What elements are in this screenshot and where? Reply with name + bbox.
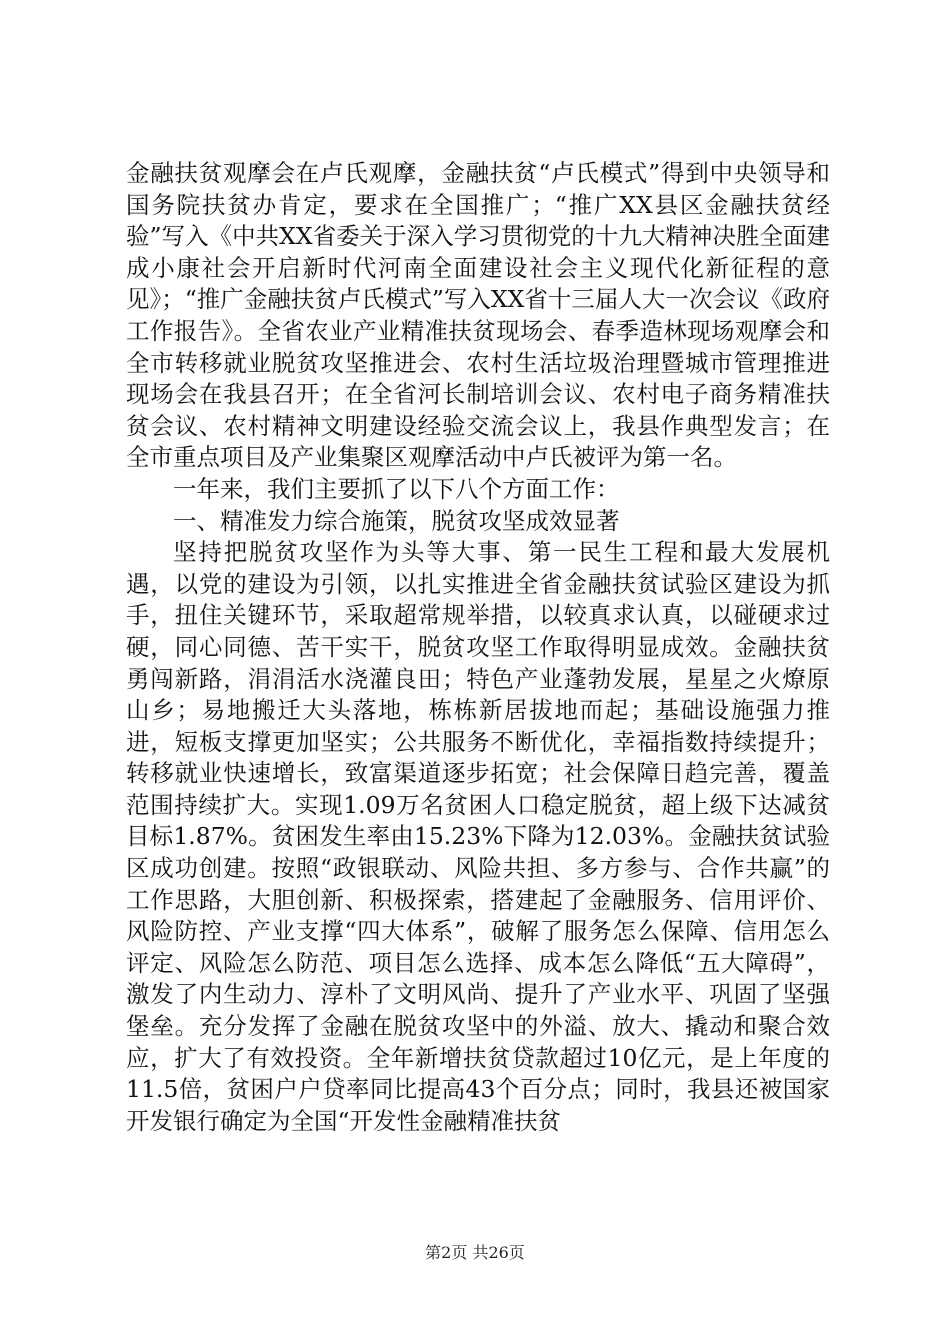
paragraph-2: 一年来，我们主要抓了以下八个方面工作： <box>173 474 620 503</box>
paragraph-3: 坚持把脱贫攻坚作为头等大事、第一民生工程和最大发展机遇，以党的建设为引领，以扎实推进全省金融扶贫试验区建设为抓手，扭住关键环节，采取超常规举措，以较真求认真，以碰硬求过硬，同心同德、苦干实干，脱贫攻坚工作取得明显成效。金融扶贫勇闯新路，涓涓活水浇灌良田；特色产业蓬勃发展，星星之火燎原山乡；易地搬迁大头落地，栋栋新居拔地而起；基础设施强力推进，短板支撑更加坚实；公共服务不断优化，幸福指数持续提升；转移就业快速增长，致富渠道逐步拓宽；社会保障日趋完善，覆盖范围持续扩大。实现1.09万名贫困人口稳定脱贫，超上级下达减贫目标1.87%。贫困发生率由15.23%下降为12.03%。金融扶贫试验区成功创建。按照“政银联动、风险共担、多方参与、合作共赢”的工作思路，大胆创新、积极探索，搭建起了金融服务、信用评价、风险防控、产业支撑“四大体系”，破解了服务怎么保障、信用怎么评定、风险怎么防范、项目怎么选择、成本怎么降低“五大障碍”，激发了内生动力、淳朴了文明风尚、提升了产业水平、巩固了坚强堡垒。充分发挥了金融在脱贫攻坚中的外溢、放大、撬动和聚合效应，扩大了有效投资。全年新增扶贫贷款超过10亿元，是上年度的11.5倍，贫困户户贷率同比提高43个百分点；同时，我县还被国家开发银行确定为全国“开发性金融精准扶贫 <box>126 538 830 1135</box>
paragraph-1: 金融扶贫观摩会在卢氏观摩，金融扶贫“卢氏模式”得到中央领导和国务院扶贫办肯定，要求在全国推广；“推广XX县区金融扶贫经验”写入《中共XX省委关于深入学习贯彻党的十九大精神决胜全面建成小康社会开启新时代河南全面建设社会主义现代化新征程的意见》；“推广金融扶贫卢氏模式”写入XX省十三届人大一次会议《政府工作报告》。全省农业产业精准扶贫现场会、春季造林现场观摩会和全市转移就业脱贫攻坚推进会、农村生活垃圾治理暨城市管理推进现场会在我县召开；在全省河长制培训会议、农村电子商务精准扶贫会议、农村精神文明建设经验交流会议上，我县作典型发言；在全市重点项目及产业集聚区观摩活动中卢氏被评为第一名。 <box>126 159 830 472</box>
document-body <box>126 158 830 1137</box>
section-heading: 一、精准发力综合施策，脱贫攻坚成效显著 <box>173 506 620 535</box>
page-number-footer: 第2页 共26页 <box>425 1243 525 1262</box>
